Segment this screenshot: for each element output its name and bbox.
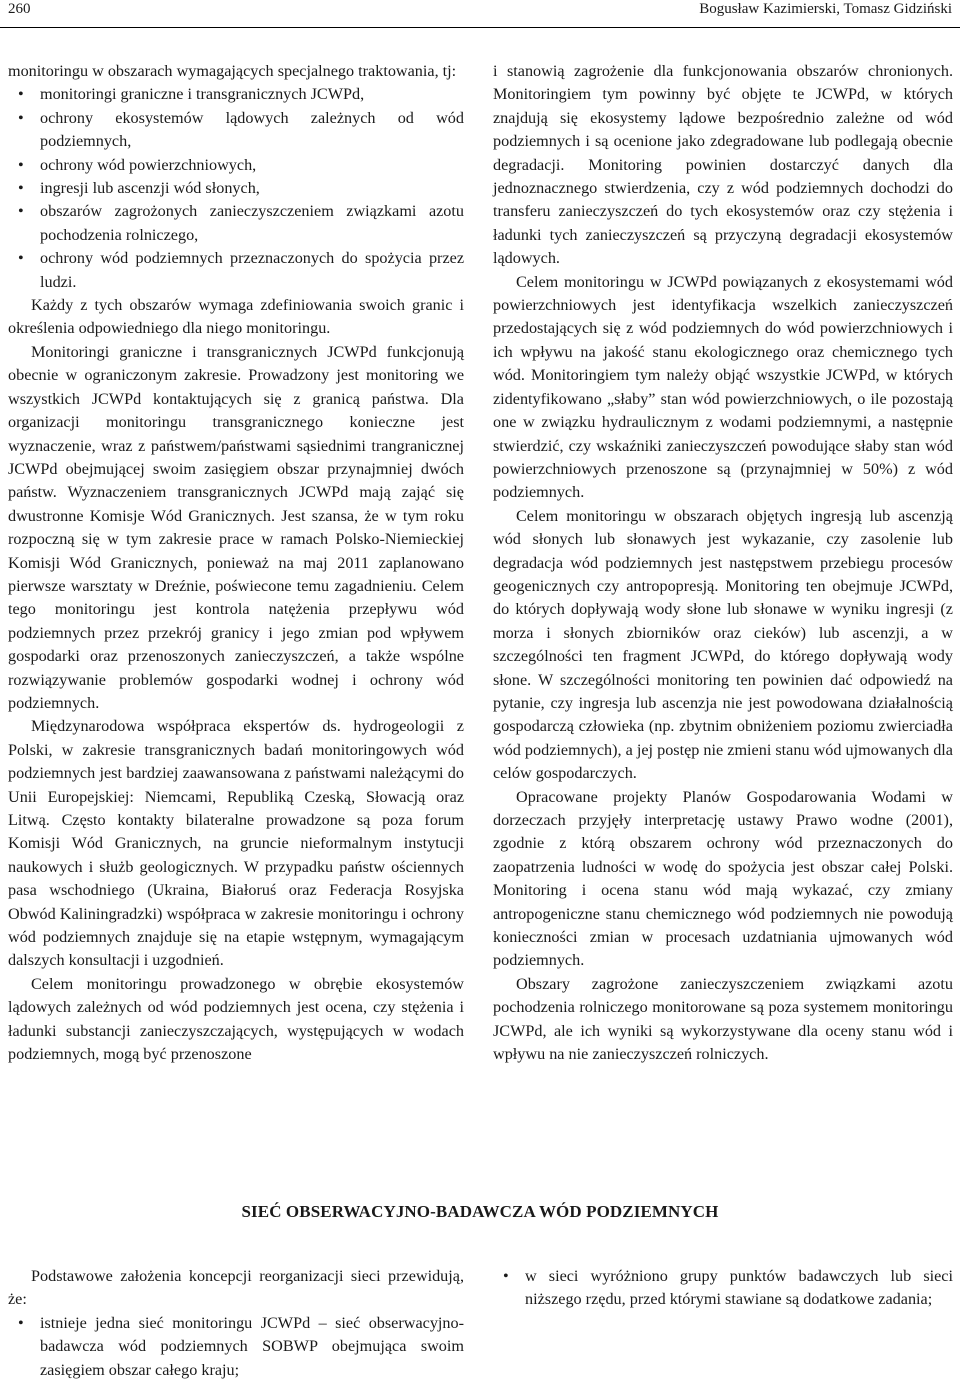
paragraph: Międzynarodowa współpraca ekspertów ds. hydrogeologii z Polski, w zakresie transgranicznych badań monitoringowych wód podziemnych jest bardziej zaawansowana z państwami należącymi do Unii Europejskiej: Niemcami, Republiką Czeską, Słowacją oraz Litwą. Często kontakty bilateralne prowadzone są poza forum Komisji Wód Granicznych, na gruncie nieformalnym instytucji naukowych i służb geologicznych. W przypadku państw ościennych pasa wschodniego (Ukraina, Białoruś oraz Federacja Rosyjska Obwód Kaliningradzki) współpraca w zakresie monitoringu i ochrony wód podziemnych znajduje się na etapie wstępnym, wymagającym dalszych konsultacji i uzgodnień. [8, 717, 464, 970]
left-intro: monitoringu w obszarach wymagających specjalnego traktowania, tj: [8, 62, 457, 80]
paragraph: Celem monitoringu w obszarach objętych ingresją lub ascenzją wód słonych lub słonawych jest wykazanie, czy zasolenie lub degradacja wód podziemnych jest następstwem przebiegu procesów geogenicznych czy antropopresją. Monitoring ten obejmuje JCWPd, do których dopływają wody słone lub słonawe w wyniku ingresji (z morza i słonych zbiorników oraz cieków) lub ascenzji, a w szczególności ten fragment JCWPd, do którego dopływają wody słone. W szczególności monitoring ten powinien dać odpowiedź na pytanie, czy ingresja lub ascenzja nie jest powodowana działalnością gospodarczą człowieka (np. zbytnim obniżeniem poziomu zwierciadła wód podziemnych), a jej postęp nie zmieni stanu wód ujmowanych dla celów gospodarczych. [493, 506, 953, 783]
monitoring-areas-list [8, 83, 464, 294]
page-header [0, 0, 960, 24]
section-left-column [8, 1265, 464, 1382]
list-item: • ochrony wód podziemnych przeznaczonych do spożycia przez ludzi. [8, 247, 464, 294]
header-rule [0, 27, 960, 28]
paragraph: Celem monitoringu prowadzonego w obrębie ekosystemów lądowych zależnych od wód podziemnych jest ocena, czy stężenia i ładunki substancji zanieczyszczających, występujących w wodach podziemnych, mogą być przenoszone [8, 974, 464, 1064]
section-intro: Podstawowe założenia koncepcji reorganizacji sieci przewidują, że: [8, 1267, 464, 1309]
paragraph: i stanowią zagrożenie dla funkcjonowania obszarów chronionych. Monitoringiem tym powinny być objęte te JCWPd, w których znajdują się ekosystemy lądowe bezpośrednio zależne od wód podziemnych i są ocenione jako zdegradowane lub podlegają obecnie degradacji. Monitoring powinien dostarczyć danych dla jednoznacznego stwierdzenia, czy z wód podziemnych dochodzi do transferu zanieczyszczeń do tych ekosystemów oraz czy stężenia i ładunki tych zanieczyszczeń są przyczyną degradacji ekosystemów lądowych. [493, 62, 953, 268]
page-number: 260 [8, 1, 31, 17]
list-item: • ingresji lub ascenzji wód słonych, [8, 177, 464, 200]
paragraph: Monitoringi graniczne i transgranicznych JCWPd funkcjonują obecnie w ograniczonym zakresie. Prowadzony jest monitoring we wszystkich JCWPd kontaktujących się z granicą państwa. Dla organizacji monitoringu transgranicznego konieczne jest wyznaczenie, wraz z państwem/państwami sąsiednimi trangranicznej JCWPd obejmującej swoim zasięgiem obszar przynajmniej dwóch państw. Wyznaczeniem transgranicznych JCWPd mają zająć się dwustronne Komisje Wód Granicznych. Jest szansa, że w tym roku rozpoczną się w tym zakresie prace w ramach Polsko-Niemieckiej Komisji Wód Granicznych, ponieważ na maj 2011 zaplanowano pierwsze warsztaty w Dreźnie, poświecone temu zagadnieniu. Celem tego monitoringu jest kontrola natężenia przepływu wód podziemnych przez przekrój granicy i jego zmian pod wpływem gospodarki oraz przenoszonych zanieczyszczeń, a także wspólne rozwiązywanie problemów gospodarki wodnej i ochrony wód podziemnych. [8, 342, 464, 712]
list-item: • ochrony ekosystemów lądowych zależnych od wód podziemnych, [8, 107, 464, 154]
left-column [8, 60, 464, 1066]
section-right-column [493, 1265, 953, 1312]
list-item: • obszarów zagrożonych zanieczyszczeniem związkami azotu pochodzenia rolniczego, [8, 200, 464, 247]
list-item: • istnieje jedna sieć monitoringu JCWPd – sieć obserwacyjno-badawcza wód podziemnych SOBWP obejmująca swoim zasięgiem obszar całego kraju; [8, 1312, 464, 1382]
assumptions-list-continued [493, 1265, 953, 1312]
paragraph: Opracowane projekty Planów Gospodarowania Wodami w dorzeczach przyjęły interpretację ustawy Prawo wodne (2001), zgodnie z którą obszarem ochrony wód przeznaczonych do zaopatrzenia ludności w wodę do spożycia jest obszar całej Polski. Monitoring i ocena stanu wód mają wykazać, czy zmiany antropogeniczne stanu chemicznego wód podziemnych nie powodują konieczności zmian w procesach uzdatniania ujmowanych wód podziemnych. [493, 787, 953, 970]
list-item: • w sieci wyróżniono grupy punktów badawczych lub sieci niższego rzędu, przed którymi stawiane są dodatkowe zadania; [493, 1265, 953, 1312]
list-item: • monitoringi graniczne i transgranicznych JCWPd, [8, 83, 464, 106]
section-heading: SIEĆ OBSERWACYJNO-BADAWCZA WÓD PODZIEMNYCH [241, 1202, 719, 1221]
paragraph: Obszary zagrożone zanieczyszczeniem związkami azotu pochodzenia rolniczego monitorowane są poza systemem monitoringu JCWPd, ale ich wyniki są wykorzystywane dla oceny stanu wód i wpływu na nie zanieczyszczeń rolniczych. [493, 974, 953, 1064]
paragraph: Każdy z tych obszarów wymaga zdefiniowania swoich granic i określenia odpowiedniego dla niego monitoringu. [8, 296, 464, 338]
running-head-authors: Bogusław Kazimierski, Tomasz Gidziński [699, 1, 952, 17]
assumptions-list [8, 1312, 464, 1382]
list-item: • ochrony wód powierzchniowych, [8, 154, 464, 177]
right-column [493, 60, 953, 1066]
paragraph: Celem monitoringu w JCWPd powiązanych z ekosystemami wód powierzchniowych jest identyfikacja wszelkich zanieczyszczeń przedostających się z wód podziemnych do wód powierzchniowych i ich wpływu na jakość stanu ekologicznego oraz chemicznego tych wód. Monitoringiem tym należy objąć wszystkie JCWPd, w których zidentyfikowano „słaby” stan wód powierzchniowych, o ile pozostają one w związku hydraulicznym z wodami podziemnymi, a następnie stwierdzić, czy wskaźniki zanieczyszczeń powodujące słaby stan wód powierzchniowych przenoszone są (przynajmniej w 50%) z wód podziemnych. [493, 272, 953, 502]
